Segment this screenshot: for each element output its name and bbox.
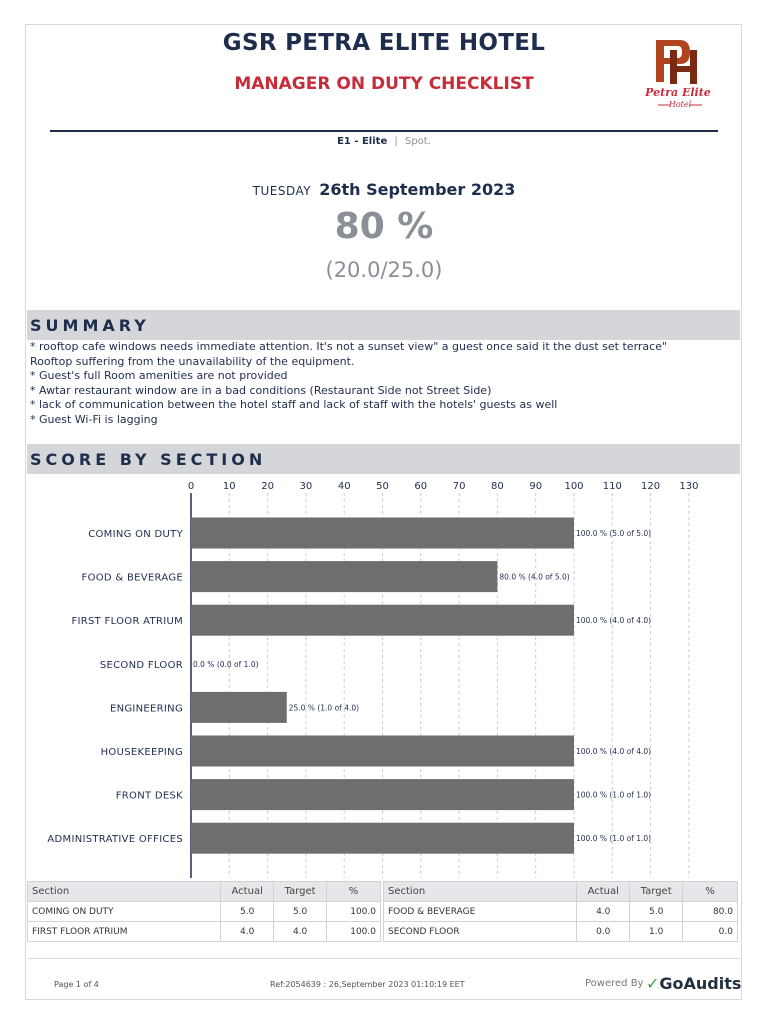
column-header-target: Target [274,882,327,902]
column-header-actual: Actual [577,882,630,902]
cell-actual: 0.0 [577,922,630,942]
bar [191,605,574,636]
bar [191,823,574,854]
summary-line: Rooftop suffering from the unavailability of the equipment. [30,354,355,368]
summary-line: * Awtar restaurant window are in a bad conditions (Restaurant Side not Street Side) [30,383,492,397]
data-label: 100.0 % (1.0 of 1.0) [576,790,652,800]
summary-line: * rooftop cafe windows needs immediate attention. It's not a sunset view" a guest once said it the dust set terrace" [30,340,668,353]
summary-heading: SUMMARY [30,316,150,335]
column-header-target: Target [630,882,683,902]
logo-text-name: Petra Elite [645,86,711,99]
x-tick-label: 20 [261,481,274,492]
category-label: FRONT DESK [115,790,183,802]
summary-line: * lack of communication between the hotel staff and lack of staff with the hotels' guests as well [30,398,558,411]
cell-actual: 4.0 [577,902,630,922]
x-tick-label: 120 [641,481,661,492]
column-header-percent: % [327,882,381,902]
table-row [28,902,381,922]
table-header-row [384,882,738,902]
summary-line: * Guest Wi-Fi is lagging [30,412,158,426]
category-label: HOUSEKEEPING [100,747,183,758]
cell-percent: 80.0 [683,902,738,922]
powered-by-label: Powered By [585,978,644,989]
x-tick-label: 70 [452,481,466,492]
cell-actual: 5.0 [221,902,274,922]
cell-section: COMING ON DUTY [28,902,221,922]
site-separator: | [394,136,398,147]
category-label: ADMINISTRATIVE OFFICES [47,834,183,846]
summary-line: * Guest's full Room amenities are not provided [30,369,288,382]
bar [191,779,574,810]
x-tick-label: 80 [491,481,504,492]
cell-percent: 100.0 [327,922,381,942]
table-row [384,902,738,922]
cell-section: FIRST FLOOR ATRIUM [28,922,221,942]
table-row [384,922,738,942]
category-label: FOOD & BEVERAGE [81,572,183,584]
day-of-week: TUESDAY [252,184,312,198]
column-header-section: Section [28,882,221,902]
bar [191,736,574,767]
x-tick-label: 30 [299,481,313,492]
x-tick-label: 110 [602,481,622,492]
score-table-left [27,881,381,942]
column-header-section: Section [384,882,577,902]
table-header-row [28,882,381,902]
category-label: SECOND FLOOR [99,659,183,671]
x-tick-label: 60 [414,481,428,492]
page-number: Page 1 of 4 [54,980,99,989]
bar [191,692,287,723]
x-tick-label: 0 [187,481,195,492]
data-label: 0.0 % (0.0 of 1.0) [193,659,259,669]
x-tick-label: 100 [564,481,584,492]
x-tick-label: 10 [222,481,236,492]
report-reference: Ref:2054639 : 26,September 2023 01:10:19 EET [270,980,465,989]
column-header-percent: % [683,882,738,902]
data-label: 80.0 % (4.0 of 5.0) [499,572,570,582]
checklist-subtitle: MANAGER ON DUTY CHECKLIST [234,74,534,94]
cell-target: 5.0 [630,902,683,922]
cell-actual: 4.0 [221,922,274,942]
category-label: ENGINEERING [109,703,183,715]
bar [191,561,497,592]
table-row [28,922,381,942]
goaudits-check-icon: ✓ [646,974,660,993]
cell-target: 4.0 [274,922,327,942]
data-label: 100.0 % (1.0 of 1.0) [576,834,652,844]
overall-score-percent: 80 % [334,206,434,247]
overall-score-fraction: (20.0/25.0) [325,258,443,282]
cell-percent: 100.0 [327,902,381,922]
cell-percent: 0.0 [683,922,738,942]
goaudits-brand-text: GoAudits [659,974,742,993]
x-tick-label: 90 [529,481,543,492]
cell-section: SECOND FLOOR [384,922,577,942]
score-table-right [383,881,738,942]
date-text: 26th September 2023 [319,180,516,199]
category-label: FIRST FLOOR ATRIUM [71,616,183,628]
data-label: 100.0 % (5.0 of 5.0) [576,529,652,538]
bar [191,518,574,549]
x-tick-label: 130 [679,481,699,492]
site-code: E1 - Elite [337,136,388,147]
cell-target: 5.0 [274,902,327,922]
goaudits-logo [646,974,741,993]
site-type: Spot. [404,136,431,147]
footer-divider [27,958,740,959]
cell-section: FOOD & BEVERAGE [384,902,577,922]
data-label: 25.0 % (1.0 of 4.0) [288,703,360,713]
logo-text-hotel: Hotel [668,100,692,109]
category-label: COMING ON DUTY [88,529,183,540]
data-label: 100.0 % (4.0 of 4.0) [576,616,652,626]
hotel-title: GSR PETRA ELITE HOTEL [222,30,546,56]
cell-target: 1.0 [630,922,683,942]
score-section-heading: SCORE BY SECTION [30,450,267,469]
data-label: 100.0 % (4.0 of 4.0) [576,747,652,756]
x-tick-label: 40 [337,481,351,492]
column-header-actual: Actual [221,882,274,902]
x-tick-label: 50 [376,481,389,492]
